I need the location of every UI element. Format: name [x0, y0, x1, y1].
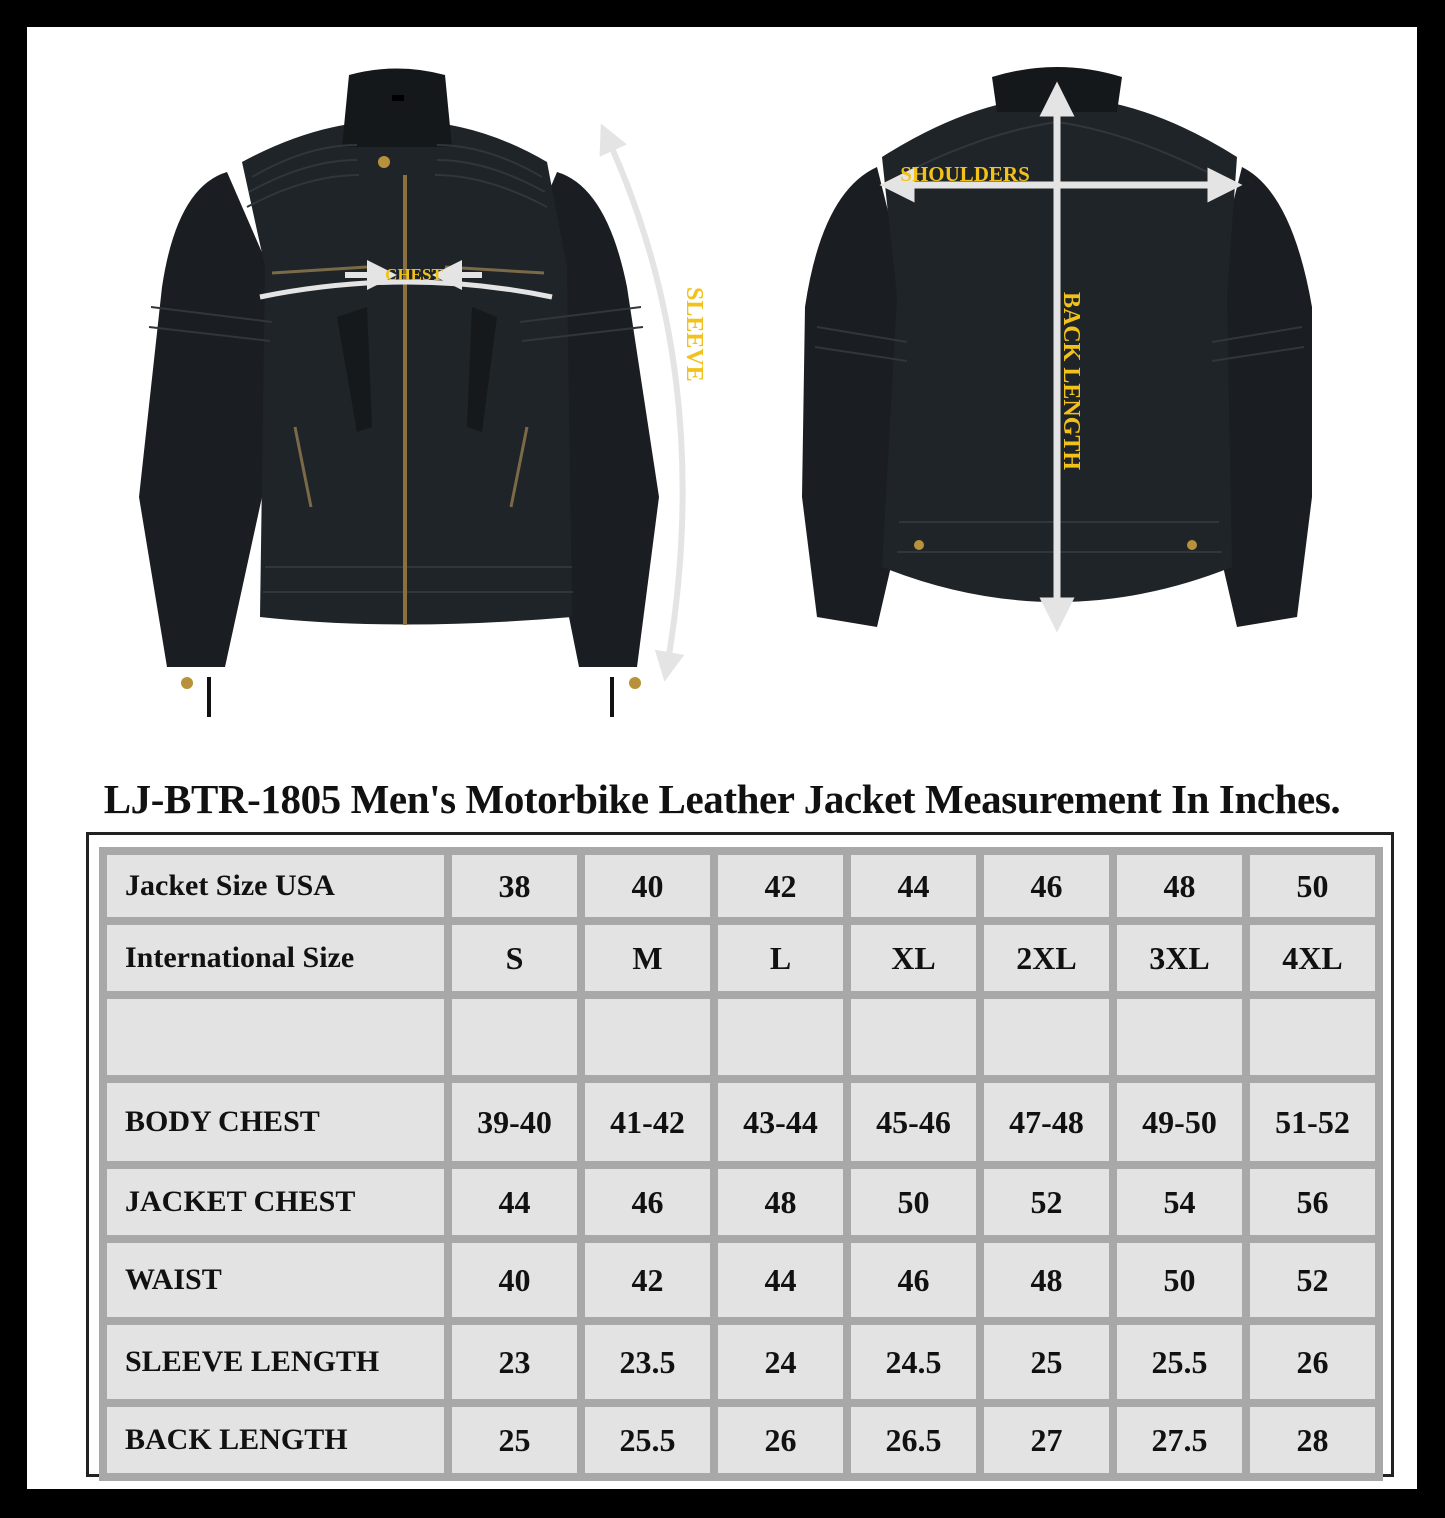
table-cell: 50 [851, 1169, 976, 1235]
measurement-table-frame [86, 832, 1394, 1477]
row-body-chest [107, 1083, 1375, 1161]
table-cell: XL [851, 925, 976, 991]
row-sleeve-length [107, 1325, 1375, 1399]
table-cell: 40 [452, 1243, 577, 1317]
table-cell: 26.5 [851, 1407, 976, 1473]
table-cell [1250, 999, 1375, 1075]
table-cell: 25.5 [1117, 1325, 1242, 1399]
table-cell [585, 999, 710, 1075]
table-cell: 28 [1250, 1407, 1375, 1473]
table-cell: 43-44 [718, 1083, 843, 1161]
row-label: International Size [107, 925, 444, 991]
table-cell [718, 999, 843, 1075]
table-cell: 48 [1117, 855, 1242, 917]
chest-label: CHEST [385, 265, 443, 284]
table-cell: 2XL [984, 925, 1109, 991]
table-cell: 46 [984, 855, 1109, 917]
table-cell [851, 999, 976, 1075]
row-label: BACK LENGTH [107, 1407, 444, 1473]
table-cell: 24 [718, 1325, 843, 1399]
table-cell: 50 [1117, 1243, 1242, 1317]
table-cell: 23.5 [585, 1325, 710, 1399]
sleeve-label: SLEEVE [681, 287, 707, 382]
shoulders-label: SHOULDERS [900, 162, 1030, 186]
table-cell: 48 [718, 1169, 843, 1235]
table-cell [452, 999, 577, 1075]
jacket-illustration [27, 27, 1417, 747]
table-cell: 48 [984, 1243, 1109, 1317]
row-international-size [107, 925, 1375, 991]
row-label [107, 999, 444, 1075]
table-cell: 49-50 [1117, 1083, 1242, 1161]
table-cell: 26 [1250, 1325, 1375, 1399]
front-jacket-image [139, 69, 659, 718]
table-cell: 4XL [1250, 925, 1375, 991]
row-spacer [107, 999, 1375, 1075]
table-cell: 25 [452, 1407, 577, 1473]
table-cell: 41-42 [585, 1083, 710, 1161]
table-cell: 46 [585, 1169, 710, 1235]
row-back-length [107, 1407, 1375, 1473]
chart-title: LJ-BTR-1805 Men's Motorbike Leather Jacket Measurement In Inches. [103, 776, 1341, 822]
table-cell: L [718, 925, 843, 991]
table-cell: 47-48 [984, 1083, 1109, 1161]
table-cell: 25.5 [585, 1407, 710, 1473]
row-label: JACKET CHEST [107, 1169, 444, 1235]
table-cell: 52 [1250, 1243, 1375, 1317]
table-cell: M [585, 925, 710, 991]
table-cell: 44 [718, 1243, 843, 1317]
table-cell: 40 [585, 855, 710, 917]
table-cell: 44 [452, 1169, 577, 1235]
table-cell: 24.5 [851, 1325, 976, 1399]
row-label: BODY CHEST [107, 1083, 444, 1161]
table-cell: 39-40 [452, 1083, 577, 1161]
table-cell: 3XL [1117, 925, 1242, 991]
table-cell: 50 [1250, 855, 1375, 917]
row-jacket-size-usa [107, 855, 1375, 917]
table-cell: 42 [585, 1243, 710, 1317]
measurement-table [99, 847, 1383, 1481]
table-cell: 46 [851, 1243, 976, 1317]
table-cell [984, 999, 1109, 1075]
table-cell: S [452, 925, 577, 991]
back-length-label: BACK LENGTH [1058, 292, 1084, 471]
row-label: SLEEVE LENGTH [107, 1325, 444, 1399]
row-label: Jacket Size USA [107, 855, 444, 917]
table-cell [1117, 999, 1242, 1075]
table-cell: 23 [452, 1325, 577, 1399]
table-cell: 56 [1250, 1169, 1375, 1235]
size-chart-sheet [27, 27, 1417, 1489]
table-cell: 44 [851, 855, 976, 917]
table-cell: 27.5 [1117, 1407, 1242, 1473]
row-waist [107, 1243, 1375, 1317]
row-label: WAIST [107, 1243, 444, 1317]
row-jacket-chest [107, 1169, 1375, 1235]
table-cell: 38 [452, 855, 577, 917]
table-cell: 42 [718, 855, 843, 917]
table-cell: 54 [1117, 1169, 1242, 1235]
table-cell: 51-52 [1250, 1083, 1375, 1161]
table-cell: 52 [984, 1169, 1109, 1235]
table-cell: 45-46 [851, 1083, 976, 1161]
table-cell: 26 [718, 1407, 843, 1473]
table-cell: 27 [984, 1407, 1109, 1473]
table-cell: 25 [984, 1325, 1109, 1399]
